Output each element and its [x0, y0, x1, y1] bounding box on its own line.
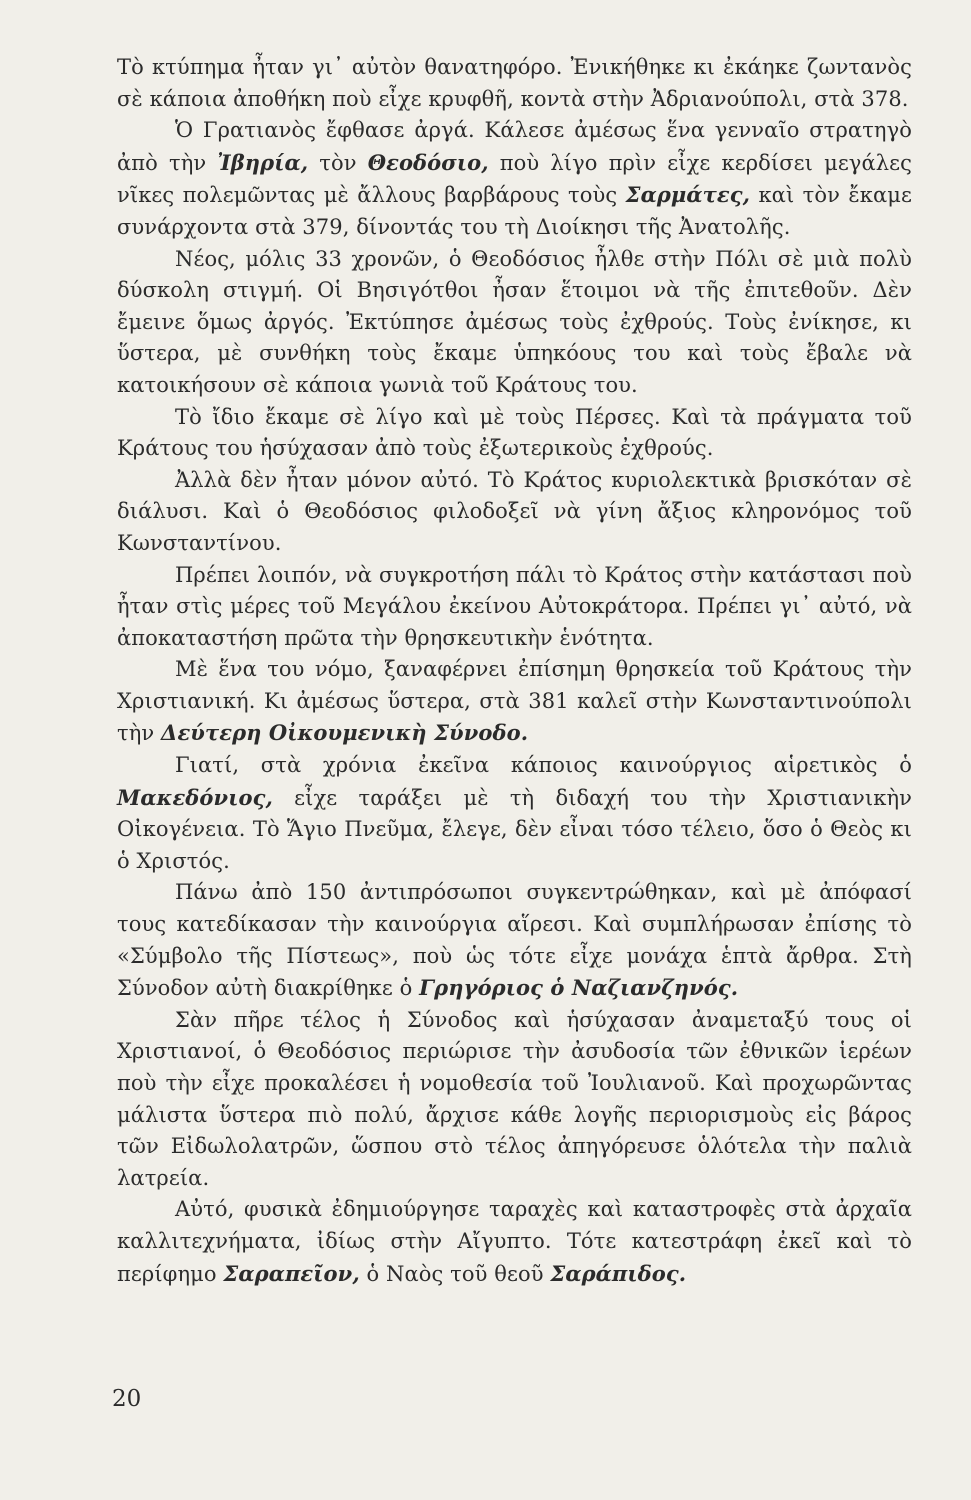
paragraph — [117, 1005, 912, 1195]
emphasized-term: Σαράπιδος. — [550, 1260, 687, 1286]
paragraph — [117, 1194, 912, 1290]
text-run: Πρέπει λοιπόν, νὰ συγκροτήση πάλι τὸ Κράτος στὴν κατάστασι ποὺ ἦταν στὶς μέρες τοῦ Μεγάλου ἐκείνου Αὐτοκράτορα. Πρέπει γι᾽ αὐτό, νὰ ἀποκαταστήση πρῶτα τὴν θρησκευτικὴν ἑνότητα. — [117, 562, 912, 650]
text-run: Αὐτό, φυσικὰ ἐδημιούργησε ταραχὲς καὶ καταστροφὲς στὰ ἀρχαῖα καλλιτεχνήματα, ἰδίως στὴν Αἴγυπτο. Τότε κατεστράφη ἐκεῖ καὶ τὸ περίφημο — [117, 1197, 912, 1286]
body-text — [117, 52, 912, 1290]
paragraph — [117, 465, 912, 560]
paragraph — [117, 750, 912, 877]
text-run: Τὸ κτύπημα ἦταν γι᾽ αὐτὸν θανατηφόρο. Ἐνικήθηκε κι ἐκάηκε ζωντανὸς σὲ κάποια ἀποθήκη ποὺ εἶχε κρυφθῆ, κοντὰ στὴν Ἀδριανούπολι, στὰ 378. — [117, 55, 912, 111]
paragraph — [117, 654, 912, 750]
paragraph — [117, 244, 912, 402]
text-run: τὸν — [308, 150, 368, 175]
page-number: 20 — [112, 1386, 142, 1412]
text-run: Ἀλλὰ δὲν ἦταν μόνον αὐτό. Τὸ Κράτος κυριολεκτικὰ βρισκόταν σὲ διάλυσι. Καὶ ὁ Θεοδόσιος φιλοδοξεῖ νὰ γίνη ἄξιος κληρονόμος τοῦ Κωνσταντίνου. — [117, 467, 912, 555]
emphasized-term: Μακεδόνιος, — [117, 784, 273, 810]
emphasized-term: Σαρμάτες, — [625, 182, 751, 208]
paragraph — [117, 115, 912, 243]
text-run: Σὰν πῆρε τέλος ἡ Σύνοδος καὶ ἡσύχασαν ἀναμεταξύ τους οἱ Χριστιανοί, ὁ Θεοδόσιος περιώρισε τὴν ἀσυδοσία τῶν ἐθνικῶν ἱερέων ποὺ τὴν εἶχε προκαλέσει ἡ νομοθεσία τοῦ Ἰουλιανοῦ. Καὶ προχωρῶντας μάλιστα ὕστερα πιὸ πολύ, ἄρχισε κάθε λογῆς περιορισμοὺς εἰς βάρος τῶν Εἰδωλολατρῶν, ὥσπου στὸ τέλος ἀπηγόρευσε ὁλότελα τὴν παλιὰ λατρεία. — [117, 1007, 912, 1190]
paragraph — [117, 402, 912, 465]
emphasized-term: Θεοδόσιο, — [367, 149, 489, 175]
text-run: Γιατί, στὰ χρόνια ἐκεῖνα κάποιος καινούργιος αἱρετικὸς ὁ — [175, 753, 912, 778]
paragraph — [117, 877, 912, 1004]
text-run: Πάνω ἀπὸ 150 ἀντιπρόσωποι συγκεντρώθηκαν, καὶ μὲ ἀπόφασί τους κατεδίκασαν τὴν καινούργια αἵρεσι. Καὶ συμπλήρωσαν ἐπίσης τὸ «Σύμβολο τῆς Πίστεως», ποὺ ὡς τότε εἶχε μονάχα ἑπτὰ ἄρθρα. Στὴ Σύνοδον αὐτὴ διακρίθηκε ὁ — [117, 880, 912, 1001]
emphasized-term: Ἰβηρία, — [217, 149, 309, 175]
text-run: Ὁ Γρατιανὸς ἔφθασε ἀργά. Κάλεσε ἀμέσως ἕνα γενναῖο στρατηγὸ ἀπὸ τὴν — [117, 118, 912, 175]
emphasized-term: Δεύτερη Οἰκουμενικὴ Σύνοδο. — [161, 720, 529, 746]
text-run: Μὲ ἕνα του νόμο, ξαναφέρνει ἐπίσημη θρησκεία τοῦ Κράτους τὴν Χριστιανική. Κι ἀμέσως ὕστερα, στὰ 381 καλεῖ στὴν Κωνσταντινούπολι τὴν — [117, 657, 912, 746]
paragraph — [117, 560, 912, 655]
text-run: ποὺ λίγο πρὶν εἶχε κερδίσει μεγάλες νῖκες πολεμῶντας μὲ ἄλλους βαρβάρους τοὺς — [117, 150, 912, 208]
text-run: ὁ Ναὸς τοῦ θεοῦ — [359, 1261, 551, 1286]
paragraph — [117, 52, 912, 115]
text-run: Νέος, μόλις 33 χρονῶν, ὁ Θεοδόσιος ἦλθε στὴν Πόλι σὲ μιὰ πολὺ δύσκολη στιγμή. Οἱ Βησιγότθοι ἦσαν ἕτοιμοι νὰ τῆς ἐπιτεθοῦν. Δὲν ἔμεινε ὅμως ἀργός. Ἐκτύπησε ἀμέσως τοὺς ἐχθρούς. Τοὺς ἐνίκησε, κι ὕστερα, μὲ συνθήκη τοὺς ἔκαμε ὑπηκόους του καὶ τοὺς ἔβαλε νὰ κατοικήσουν σὲ κάποια γωνιὰ τοῦ Κράτους του. — [117, 246, 912, 397]
emphasized-term: Σαραπεῖον, — [223, 1260, 360, 1286]
emphasized-term: Γρηγόριος ὁ Ναζιανζηνός. — [419, 975, 739, 1001]
text-run: Τὸ ἴδιο ἔκαμε σὲ λίγο καὶ μὲ τοὺς Πέρσες. Καὶ τὰ πράγματα τοῦ Κράτους του ἡσύχασαν ἀπὸ τοὺς ἐξωτερικοὺς ἐχθρούς. — [117, 404, 912, 461]
text-run: καὶ τὸν ἔκαμε συνάρχοντα στὰ 379, δίνοντάς του τὴ Διοίκησι τῆς Ἀνατολῆς. — [117, 183, 912, 239]
text-run: εἶχε ταράξει μὲ τὴ διδαχή του τὴν Χριστιανικὴν Οἰκογένεια. Τὸ Ἅγιο Πνεῦμα, ἔλεγε, δὲν εἶναι τόσο τέλειο, ὅσο ὁ Θεὸς κι ὁ Χριστός. — [117, 785, 912, 873]
